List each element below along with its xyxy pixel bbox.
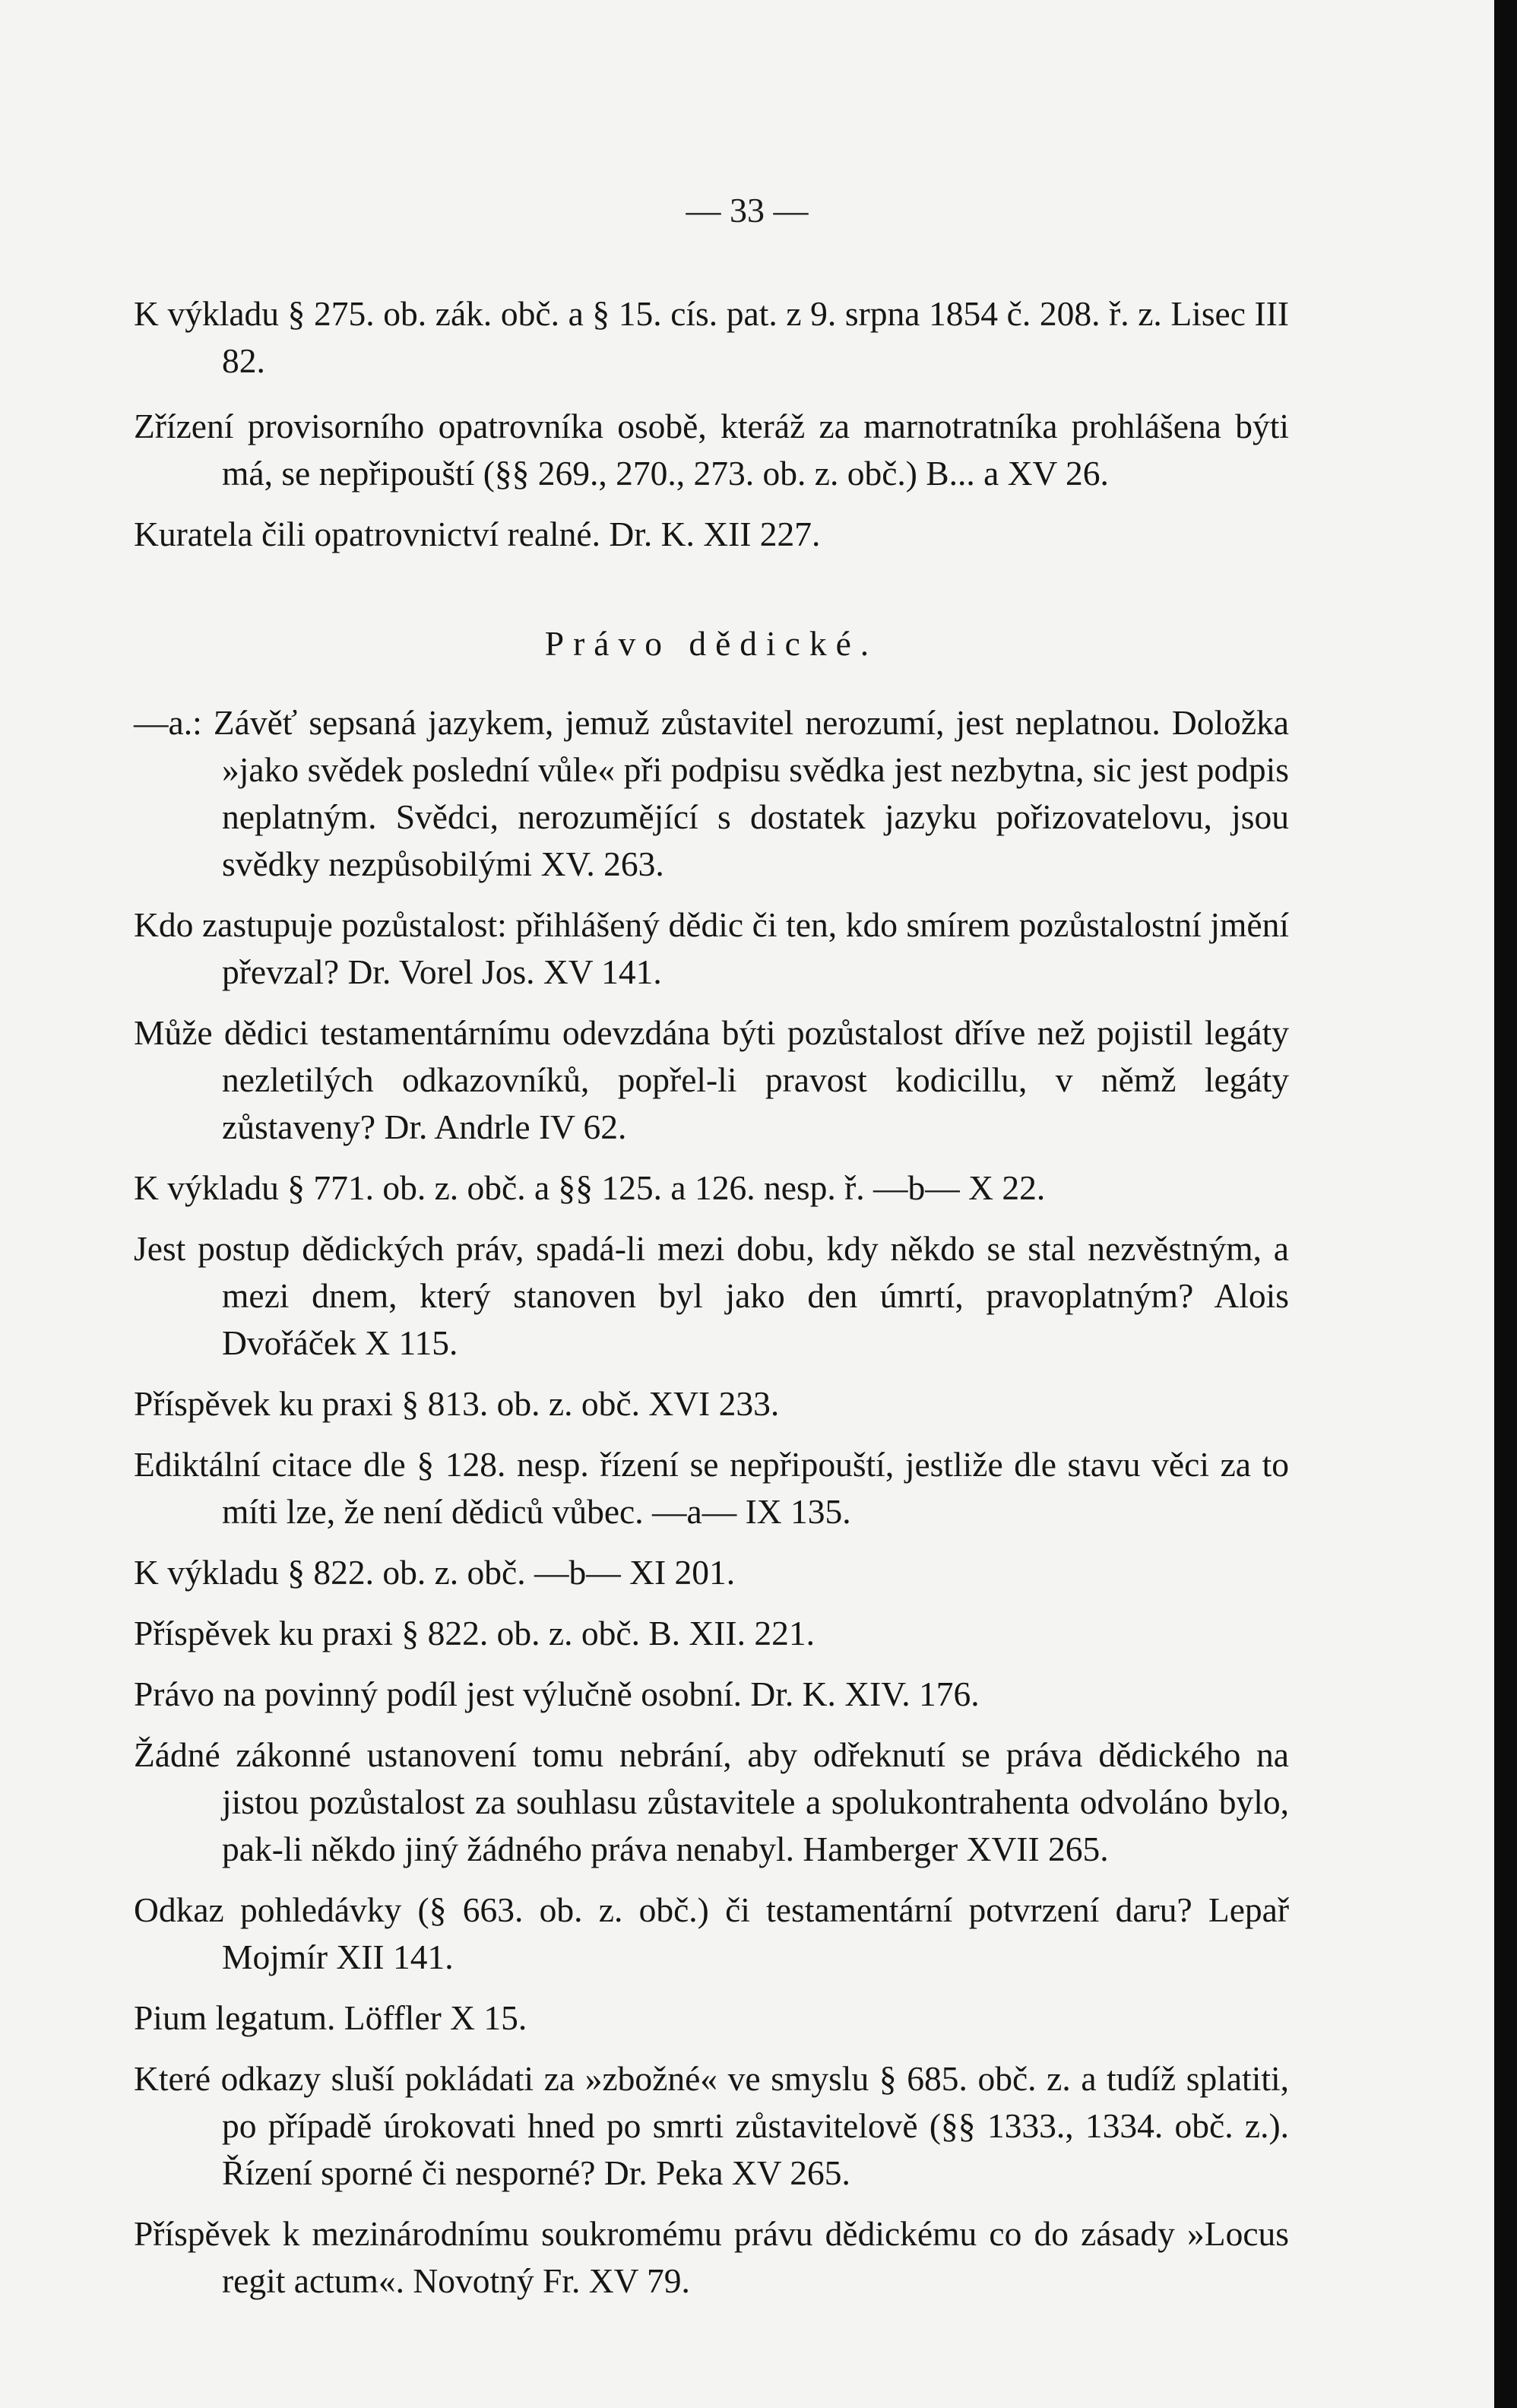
index-entry: Ediktální citace dle § 128. nesp. řízení se nepřipouští, jestliže dle stavu věci za to míti lze, že není dědiců vůbec. —a— IX 135. [134,1445,1289,1531]
index-entry: —a.: Závěť sepsaná jazykem, jemuž zůstavitel nerozumí, jest neplatnou. Doložka »jako svědek poslední vůle« při podpisu svědka jest nezbytna, sic jest podpis neplatným. Svědci, nerozumějící s dostatek jazyku pořizovatelovu, jsou svědky nezpůsobilými XV. 263. [134,703,1289,883]
entry-group-general [134,290,1289,558]
index-entry: Kdo zastupuje pozůstalost: přihlášený dědic či ten, kdo smírem pozůstalostní jmění převzal? Dr. Vorel Jos. XV 141. [134,905,1289,991]
index-entry: Příspěvek ku praxi § 822. ob. z. obč. B. XII. 221. [134,1614,815,1652]
index-entry: Jest postup dědických práv, spadá-li mezi dobu, kdy někdo se stal nezvěstným, a mezi dnem, který stanoven byl jako den úmrtí, pravoplatným? Alois Dvořáček X 115. [134,1229,1289,1362]
index-entry: Žádné zákonné ustanovení tomu nebrání, aby odřeknutí se práva dědického na jistou pozůstalost za souhlasu zůstavitele a spolukontrahenta odvoláno bylo, pak-li někdo jiný žádného práva nenabyl. Hamberger XVII 265. [134,1735,1289,1868]
index-entry: Může dědici testamentárnímu odevzdána býti pozůstalost dříve než pojistil legáty nezletilých odkazovníků, popřel-li pravost kodicillu, v němž legáty zůstaveny? Dr. Andrle IV 62. [134,1013,1289,1146]
index-entry: Odkaz pohledávky (§ 663. ob. z. obč.) či testamentární potvrzení daru? Lepař Mojmír XII 141. [134,1890,1289,1976]
index-entry: Právo na povinný podíl jest výlučně osobní. Dr. K. XIV. 176. [134,1675,980,1713]
index-entry: Které odkazy sluší pokládati za »zbožné« ve smyslu § 685. obč. z. a tudíž splatiti, po případě úrokovati hned po smrti zůstavitelově (§§ 1333., 1334. obč. z.). Řízení sporné či nesporné? Dr. Peka XV 265. [134,2059,1289,2192]
index-entry: K výkladu § 771. ob. z. obč. a §§ 125. a 126. nesp. ř. —b— X 22. [134,1168,1046,1207]
index-entries [134,290,1289,2318]
section-heading: Právo dědické. [544,624,879,663]
index-entry: Příspěvek ku praxi § 813. ob. z. obč. XVI 233. [134,1384,780,1423]
index-entry: Zřízení provisorního opatrovníka osobě, kteráž za marnotratníka prohlášena býti má, se nepřipouští (§§ 269., 270., 273. ob. z. obč.) B... a XV 26. [134,407,1289,493]
page-number: — 33 — [686,191,809,230]
index-entry: Pium legatum. Löffler X 15. [134,1998,527,2037]
index-entry: K výkladu § 275. ob. zák. obč. a § 15. cís. pat. z 9. srpna 1854 č. 208. ř. z. Lisec III 82. [134,294,1289,380]
entry-group-inheritance [134,699,1289,2305]
index-entry: Kuratela čili opatrovnictví realné. Dr. K. XII 227. [134,515,821,553]
index-entry: Příspěvek k mezinárodnímu soukromému právu dědickému co do zásady »Locus regit actum«. Novotný Fr. XV 79. [134,2214,1289,2300]
index-entry: K výkladu § 822. ob. z. obč. —b— XI 201. [134,1553,736,1592]
